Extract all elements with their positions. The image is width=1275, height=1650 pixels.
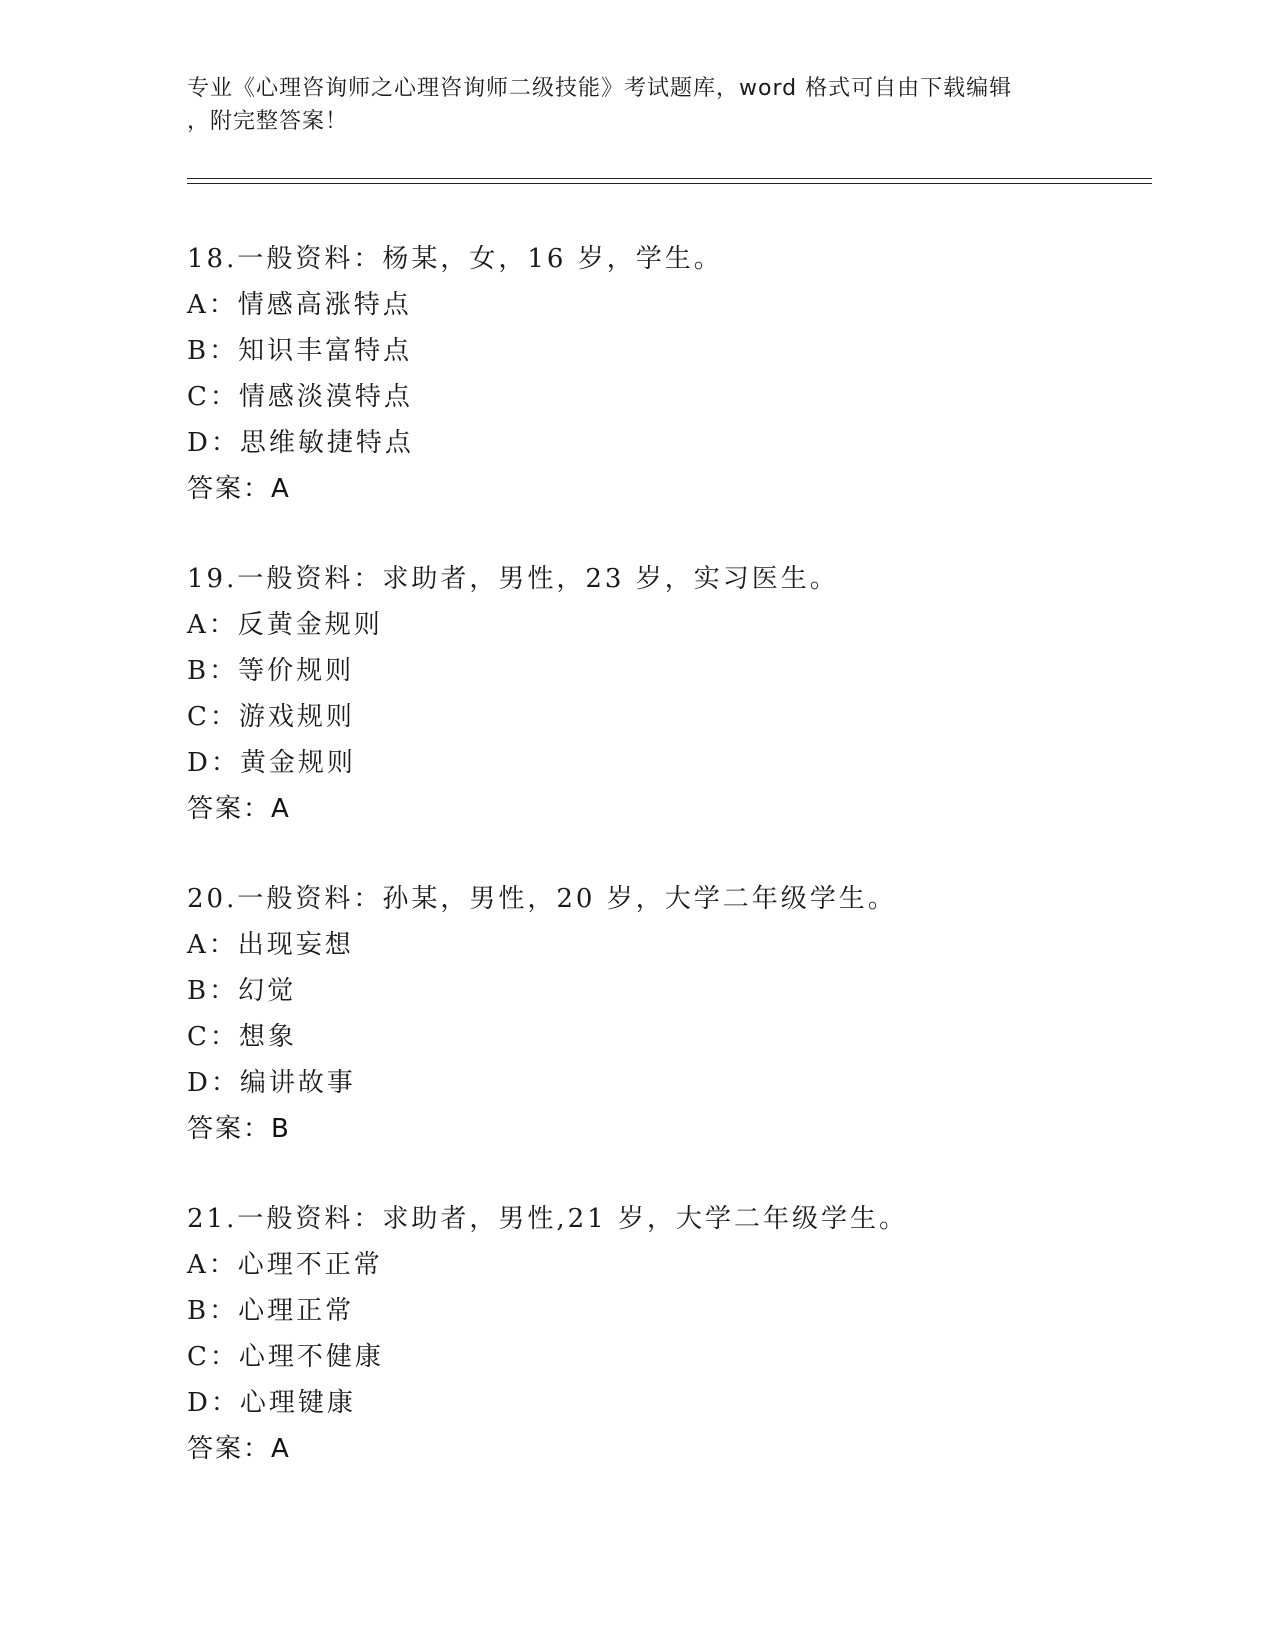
option-c: C：情感淡漠特点: [187, 382, 413, 412]
option-d: D：思维敏捷特点: [187, 428, 414, 458]
option-d: D：黄金规则: [187, 748, 356, 778]
option-a: A：反黄金规则: [187, 610, 383, 640]
document-header: [187, 72, 1087, 138]
answer-line: 答案：A: [187, 794, 291, 824]
header-divider-top: [187, 178, 1152, 179]
header-line-2: ，附完整答案！: [187, 109, 349, 134]
option-b: B：心理正常: [187, 1296, 355, 1326]
option-a: A：情感高涨特点: [187, 290, 412, 320]
option-b: B：知识丰富特点: [187, 336, 413, 366]
header-line-1: 专业《心理咨询师之心理咨询师二级技能》考试题库，word 格式可自由下载编辑: [187, 76, 1013, 101]
option-c: C：心理不健康: [187, 1342, 384, 1372]
question-stem: 20.一般资料：孙某，男性，20 岁，大学二年级学生。: [187, 884, 897, 914]
option-b: B：幻觉: [187, 976, 297, 1006]
option-c: C：想象: [187, 1022, 297, 1052]
option-a: A：心理不正常: [187, 1250, 383, 1280]
answer-line: 答案：A: [187, 1434, 291, 1464]
header-divider-bottom: [187, 183, 1152, 184]
option-d: D：心理键康: [187, 1388, 356, 1418]
question-18: [187, 236, 1127, 512]
answer-line: 答案：B: [187, 1114, 291, 1144]
question-stem: 19.一般资料：求助者，男性，23 岁，实习医生。: [187, 564, 839, 594]
option-c: C：游戏规则: [187, 702, 355, 732]
option-a: A：出现妄想: [187, 930, 354, 960]
question-stem: 18.一般资料：杨某，女，16 岁，学生。: [187, 244, 723, 274]
answer-line: 答案：A: [187, 474, 291, 504]
option-d: D：编讲故事: [187, 1068, 356, 1098]
question-20: [187, 876, 1127, 1152]
option-b: B：等价规则: [187, 656, 355, 686]
question-stem: 21.一般资料：求助者，男性,21 岁，大学二年级学生。: [187, 1204, 908, 1234]
question-19: [187, 556, 1127, 832]
question-21: [187, 1196, 1127, 1472]
